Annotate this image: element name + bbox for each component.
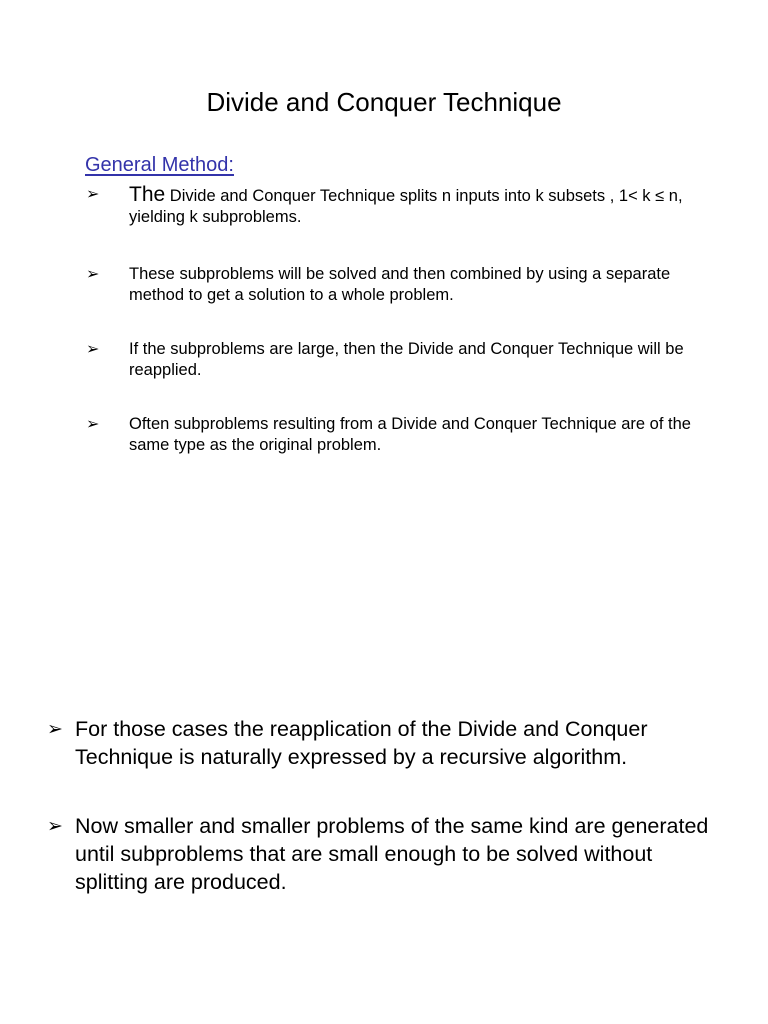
section-heading: General Method: xyxy=(85,154,234,176)
bullet-text: For those cases the reapplication of the Divide and Conquer Technique is naturally expressed by a recursive algorithm. xyxy=(75,717,648,769)
bullet-text: These subproblems will be solved and then combined by using a separate method to get a solution to a whole problem. xyxy=(129,265,671,304)
bullet-lead-word: The xyxy=(129,183,166,206)
list-item xyxy=(47,715,727,771)
list-item xyxy=(47,812,727,896)
page-title: Divide and Conquer Technique xyxy=(206,87,562,117)
arrowhead-bullet-icon: ➢ xyxy=(47,718,63,740)
list-item xyxy=(86,264,726,306)
arrowhead-bullet-icon: ➢ xyxy=(86,184,100,203)
bullet-body: Divide and Conquer Technique splits n inputs into k subsets , 1< k ≤ n, yielding k subproblems. xyxy=(129,187,683,226)
arrowhead-bullet-icon: ➢ xyxy=(47,815,63,837)
bullet-text: If the subproblems are large, then the Divide and Conquer Technique will be reapplied. xyxy=(129,340,684,379)
arrowhead-bullet-icon: ➢ xyxy=(86,264,100,283)
list-item xyxy=(86,184,726,228)
bullet-text xyxy=(129,184,726,228)
list-item xyxy=(86,339,726,381)
arrowhead-bullet-icon: ➢ xyxy=(86,339,100,358)
bullet-text: Now smaller and smaller problems of the same kind are generated until subproblems that are small enough to be solved without splitting are produced. xyxy=(75,814,709,894)
arrowhead-bullet-icon: ➢ xyxy=(86,414,100,433)
bullet-text: Often subproblems resulting from a Divide and Conquer Technique are of the same type as the original problem. xyxy=(129,415,691,454)
list-item xyxy=(86,414,726,456)
